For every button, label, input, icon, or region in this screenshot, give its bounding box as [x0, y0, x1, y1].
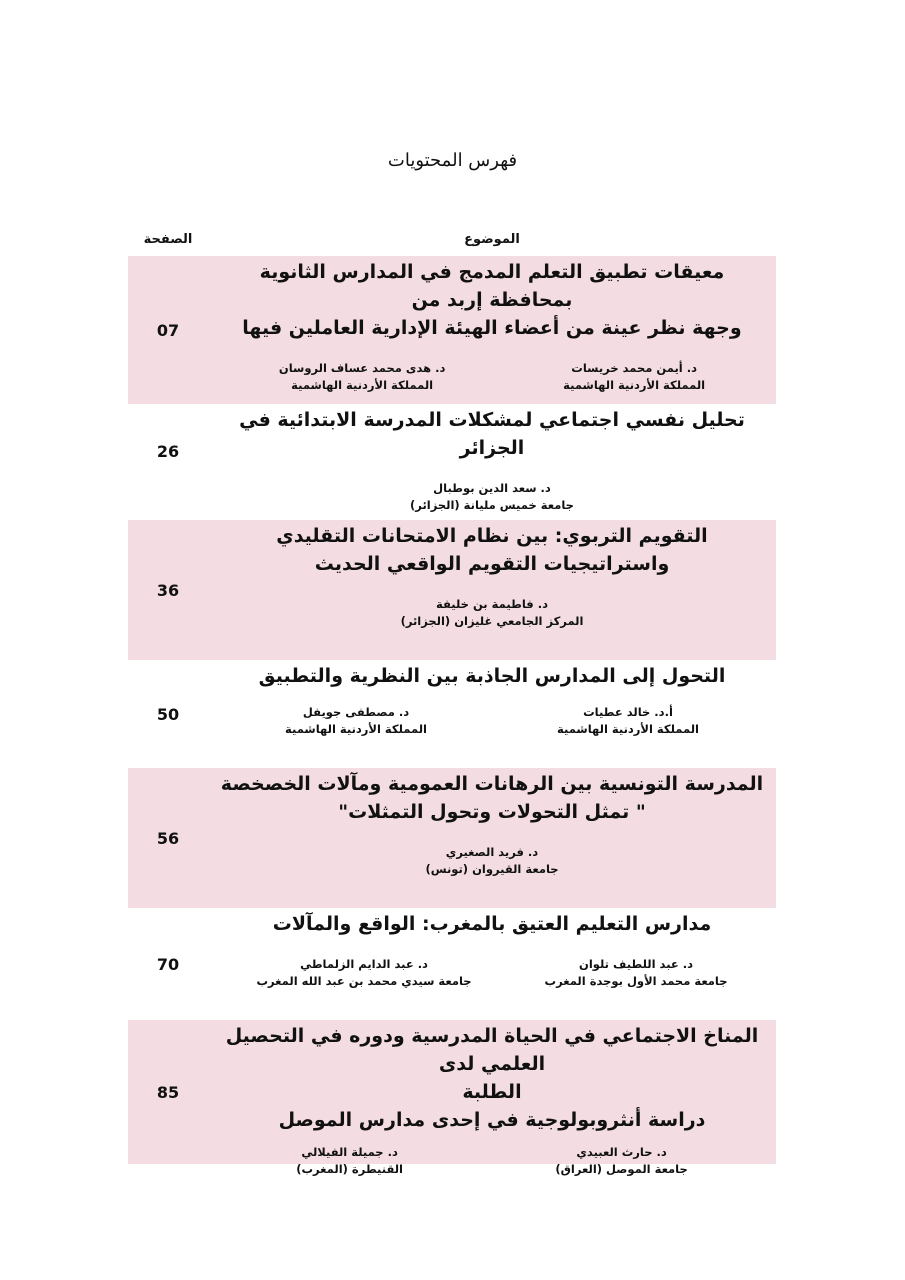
entry-content: [208, 908, 776, 1020]
entry-content: [208, 660, 776, 768]
page-number: 07: [156, 320, 180, 340]
author-affiliation: المركز الجامعي غليزان (الجزائر): [400, 614, 584, 628]
author-name: د. عبد اللطيف تلوان: [579, 957, 694, 971]
authors: [220, 360, 764, 394]
author: [425, 844, 558, 878]
entry-title-line: وجهة نظر عينة من أعضاء الهيئة الإدارية العاملين فيها: [242, 317, 742, 339]
column-header-topic: الموضوع: [464, 232, 520, 247]
page-number: 85: [156, 1082, 180, 1102]
entry-title-line: المناخ الاجتماعي في الحياة المدرسية ودوره في التحصيل العلمي لدى: [225, 1025, 759, 1075]
entry-content: [208, 256, 776, 404]
author: [563, 360, 705, 394]
author: [256, 956, 471, 990]
entry-title-line: تحليل نفسي اجتماعي لمشكلات المدرسة الابتدائية في الجزائر: [239, 409, 745, 459]
entry-content: [208, 1020, 776, 1176]
entry-content: [208, 404, 776, 520]
entry-content: [208, 520, 776, 660]
toc-entry[interactable]: [128, 520, 776, 660]
entry-title-line: المدرسة التونسية بين الرهانات العمومية ومآلات الخصخصة: [220, 773, 764, 795]
author-name: أ.د. خالد عطيات: [583, 705, 673, 719]
author-affiliation: المملكة الأردنية الهاشمية: [285, 722, 427, 736]
author-affiliation: جامعة خميس مليانة (الجزائر): [410, 498, 574, 512]
authors: [220, 704, 764, 738]
author-affiliation: جامعة محمد الأول بوجدة المغرب: [544, 974, 728, 988]
page-number: 26: [156, 442, 180, 461]
toc-table: [128, 256, 776, 1176]
authors: [220, 956, 764, 990]
author-name: د. سعد الدين بوطبال: [433, 481, 551, 495]
page-title: فهرس المحتويات: [387, 150, 518, 171]
authors: [220, 596, 764, 630]
author-name: د. فاطيمة بن خليفة: [436, 597, 548, 611]
toc-entry[interactable]: [128, 660, 776, 768]
author: [401, 596, 584, 630]
page-number: 70: [156, 954, 180, 974]
authors: [220, 844, 764, 878]
authors: [220, 480, 764, 514]
entry-title-line: التقويم التربوي: بين نظام الامتحانات التقليدي: [276, 525, 708, 547]
author-affiliation: جامعة الموصل (العراق): [555, 1162, 688, 1176]
author: [545, 956, 728, 990]
toc-entry[interactable]: [128, 404, 776, 520]
page-number: 50: [156, 704, 180, 724]
author: [279, 360, 445, 394]
author-affiliation: جامعة سيدي محمد بن عبد الله المغرب: [256, 974, 472, 988]
page-number: 36: [156, 580, 180, 600]
toc-entry[interactable]: [128, 1020, 776, 1176]
author-affiliation: المملكة الأردنية الهاشمية: [291, 378, 434, 392]
entry-title-line: التحول إلى المدارس الجاذبة بين النظرية والتطبيق: [258, 665, 726, 687]
toc-entry[interactable]: [128, 768, 776, 908]
authors: [220, 1144, 764, 1178]
entry-title-line: واستراتيجيات التقويم الواقعي الحديث: [314, 553, 670, 575]
author: [410, 480, 574, 514]
author-affiliation: المملكة الأردنية الهاشمية: [557, 722, 699, 736]
author-name: د. أيمن محمد خريسات: [571, 361, 697, 375]
author-name: د. جميلة الفيلالي: [301, 1145, 398, 1159]
author-affiliation: جامعة القيروان (تونس): [425, 862, 559, 876]
entry-title-line: دراسة أنثروبولوجية في إحدى مدارس الموصل: [278, 1109, 706, 1131]
toc-entry[interactable]: [128, 256, 776, 404]
author: [555, 1144, 687, 1178]
entry-content: [208, 768, 776, 908]
author: [296, 1144, 403, 1178]
page-number: 56: [156, 828, 180, 848]
author: [557, 704, 699, 738]
entry-title-line: " تمثل التحولات وتحول التمثلات": [338, 801, 646, 823]
author-name: د. هدى محمد عساف الروسان: [278, 361, 446, 375]
author-name: د. فريد الصغيري: [445, 845, 539, 859]
toc-entry[interactable]: [128, 908, 776, 1020]
author-name: د. مصطفى جويفل: [302, 705, 410, 719]
author-affiliation: القنيطرة (المغرب): [296, 1162, 403, 1176]
column-header-page: الصفحة: [143, 232, 193, 247]
author: [285, 704, 427, 738]
author-affiliation: المملكة الأردنية الهاشمية: [563, 378, 706, 392]
entry-title-line: معيقات تطبيق التعلم المدمج في المدارس الثانوية بمحافظة إربد من: [259, 261, 725, 311]
entry-title-line: مدارس التعليم العتيق بالمغرب: الواقع والمآلات: [272, 913, 712, 935]
author-name: د. حارث العبيدي: [576, 1145, 667, 1159]
author-name: د. عبد الدايم الزلماطي: [300, 957, 428, 971]
entry-title-line: الطلبة: [462, 1081, 522, 1103]
